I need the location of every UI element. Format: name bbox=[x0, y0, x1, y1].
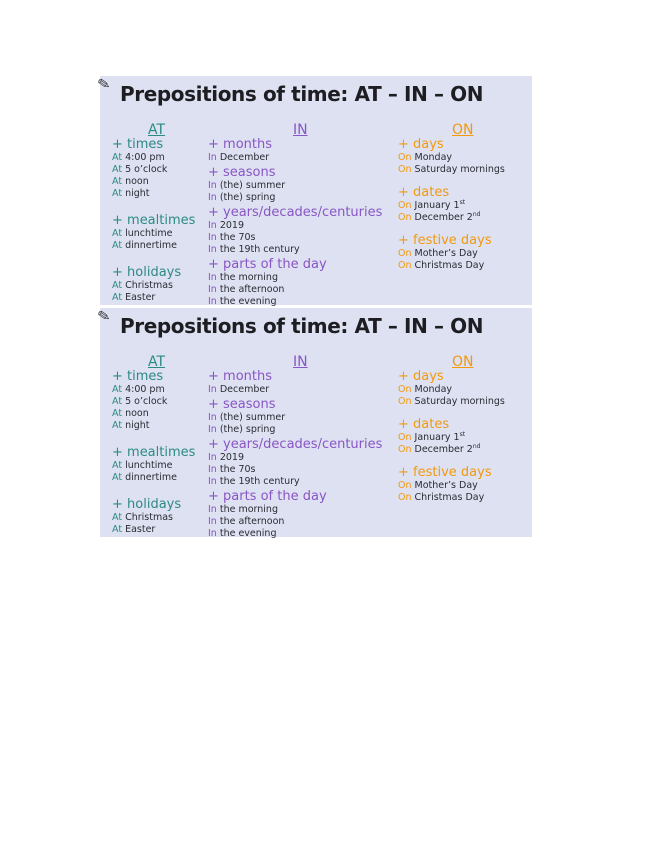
example-text: the 19th century bbox=[216, 476, 300, 487]
example-text: Saturday mornings bbox=[411, 396, 505, 407]
example-text: the 70s bbox=[216, 464, 256, 475]
example-text: Christmas Day bbox=[411, 260, 485, 271]
preposition-word: At bbox=[112, 152, 123, 163]
group-label: + months bbox=[208, 137, 272, 152]
group-label: + holidays bbox=[112, 497, 182, 512]
preposition-word: On bbox=[398, 152, 412, 163]
example-text: the afternoon bbox=[216, 516, 285, 527]
example-text: Saturday mornings bbox=[411, 164, 505, 175]
example-item bbox=[398, 260, 532, 272]
preposition-word: At bbox=[112, 408, 123, 419]
example-item bbox=[208, 452, 396, 464]
example-item bbox=[112, 460, 208, 472]
group-label: + dates bbox=[398, 417, 450, 432]
preposition-word: In bbox=[208, 152, 217, 163]
preposition-word: At bbox=[112, 384, 123, 395]
example-text: 2019 bbox=[216, 220, 245, 231]
group-label: + mealtimes bbox=[112, 213, 196, 228]
group-label: + days bbox=[398, 369, 444, 384]
example-item bbox=[398, 248, 532, 260]
example-item bbox=[112, 152, 208, 164]
preposition-word: In bbox=[208, 424, 217, 435]
example-item bbox=[208, 232, 396, 244]
example-item bbox=[112, 524, 208, 536]
example-item bbox=[398, 444, 532, 456]
example-item bbox=[208, 412, 396, 424]
group-label: + years/decades/centuries bbox=[208, 437, 383, 452]
preposition-word: On bbox=[398, 432, 412, 443]
example-text: noon bbox=[122, 408, 149, 419]
preposition-word: On bbox=[398, 444, 412, 455]
preposition-word: In bbox=[208, 464, 217, 475]
preposition-word: On bbox=[398, 248, 412, 259]
preposition-word: On bbox=[398, 396, 412, 407]
group-label: + mealtimes bbox=[112, 445, 196, 460]
preposition-word: At bbox=[112, 240, 123, 251]
preposition-word: At bbox=[112, 280, 123, 291]
page-title: Prepositions of time: AT – IN – ON bbox=[120, 82, 484, 106]
example-item bbox=[398, 432, 532, 444]
example-item bbox=[208, 180, 396, 192]
example-text: Monday bbox=[411, 152, 453, 163]
preposition-word: At bbox=[112, 176, 123, 187]
example-item bbox=[208, 384, 396, 396]
ordinal-suffix: nd bbox=[472, 210, 481, 218]
example-text: the morning bbox=[216, 504, 278, 515]
example-text: noon bbox=[122, 176, 149, 187]
example-text: Christmas bbox=[122, 280, 173, 291]
group-label: + parts of the day bbox=[208, 257, 327, 272]
preposition-word: In bbox=[208, 504, 217, 515]
example-item bbox=[208, 284, 396, 296]
example-text: night bbox=[122, 188, 150, 199]
example-item bbox=[208, 528, 396, 540]
preposition-word: At bbox=[112, 524, 123, 535]
example-text: the 70s bbox=[216, 232, 256, 243]
example-text: Monday bbox=[411, 384, 453, 395]
preposition-word: In bbox=[208, 384, 217, 395]
example-text: lunchtime bbox=[122, 228, 173, 239]
ordinal-suffix: st bbox=[459, 198, 466, 206]
group-label: + dates bbox=[398, 185, 450, 200]
example-item bbox=[112, 176, 208, 188]
example-text: the evening bbox=[216, 528, 277, 539]
example-text: December bbox=[216, 152, 270, 163]
example-text: (the) summer bbox=[216, 412, 286, 423]
preposition-word: At bbox=[112, 292, 123, 303]
preposition-word: In bbox=[208, 476, 217, 487]
example-text: 2019 bbox=[216, 452, 245, 463]
group-label: + parts of the day bbox=[208, 489, 327, 504]
example-item bbox=[398, 164, 532, 176]
preposition-word: At bbox=[112, 420, 123, 431]
example-text: the afternoon bbox=[216, 284, 285, 295]
pencil-icon: ✎ bbox=[96, 306, 112, 327]
example-text: dinnertime bbox=[122, 472, 178, 483]
preposition-word: In bbox=[208, 412, 217, 423]
example-item bbox=[112, 228, 208, 240]
preposition-word: In bbox=[208, 180, 217, 191]
example-item bbox=[112, 280, 208, 292]
preposition-word: In bbox=[208, 272, 217, 283]
preposition-word: In bbox=[208, 516, 217, 527]
example-item bbox=[208, 220, 396, 232]
preposition-word: At bbox=[112, 164, 123, 175]
group-label: + holidays bbox=[112, 265, 182, 280]
column-header-in: IN bbox=[293, 122, 308, 138]
prepositions-card-1 bbox=[96, 74, 532, 307]
group-label: + festive days bbox=[398, 233, 492, 248]
pencil-icon: ✎ bbox=[96, 74, 112, 95]
example-item bbox=[398, 212, 532, 224]
group-label: + times bbox=[112, 137, 164, 152]
preposition-word: At bbox=[112, 460, 123, 471]
preposition-word: At bbox=[112, 472, 123, 483]
column-header-on: ON bbox=[452, 122, 474, 138]
column-on bbox=[398, 138, 532, 272]
example-text: night bbox=[122, 420, 150, 431]
example-item bbox=[208, 464, 396, 476]
example-item bbox=[112, 292, 208, 304]
example-text: Christmas bbox=[122, 512, 173, 523]
column-header-in: IN bbox=[293, 354, 308, 370]
column-header-at: AT bbox=[148, 354, 166, 370]
example-item bbox=[112, 240, 208, 252]
preposition-word: In bbox=[208, 220, 217, 231]
preposition-word: At bbox=[112, 396, 123, 407]
preposition-word: On bbox=[398, 384, 412, 395]
preposition-word: In bbox=[208, 244, 217, 255]
group-label: + times bbox=[112, 369, 164, 384]
example-item bbox=[398, 480, 532, 492]
example-item bbox=[112, 188, 208, 200]
example-item bbox=[208, 152, 396, 164]
example-text: Easter bbox=[122, 524, 156, 535]
preposition-word: On bbox=[398, 480, 412, 491]
example-item bbox=[112, 384, 208, 396]
page-title: Prepositions of time: AT – IN – ON bbox=[120, 314, 484, 338]
example-text: (the) spring bbox=[216, 424, 276, 435]
column-header-on: ON bbox=[452, 354, 474, 370]
example-item bbox=[398, 492, 532, 504]
example-item bbox=[208, 192, 396, 204]
example-text: the 19th century bbox=[216, 244, 300, 255]
preposition-word: On bbox=[398, 492, 412, 503]
example-text: the evening bbox=[216, 296, 277, 307]
example-text: the morning bbox=[216, 272, 278, 283]
example-item bbox=[398, 152, 532, 164]
example-item bbox=[112, 420, 208, 432]
example-text: 5 o’clock bbox=[122, 396, 168, 407]
preposition-word: On bbox=[398, 212, 412, 223]
prepositions-card-2 bbox=[96, 306, 532, 539]
example-text: (the) spring bbox=[216, 192, 276, 203]
example-item bbox=[208, 244, 396, 256]
example-text: December bbox=[216, 384, 270, 395]
preposition-word: In bbox=[208, 452, 217, 463]
example-item bbox=[208, 516, 396, 528]
preposition-word: In bbox=[208, 232, 217, 243]
example-text: (the) summer bbox=[216, 180, 286, 191]
example-item bbox=[112, 512, 208, 524]
ordinal-suffix: st bbox=[459, 430, 466, 438]
group-label: + festive days bbox=[398, 465, 492, 480]
example-item bbox=[208, 272, 396, 284]
column-in bbox=[208, 370, 396, 540]
example-text: 5 o’clock bbox=[122, 164, 168, 175]
example-text: lunchtime bbox=[122, 460, 173, 471]
column-on bbox=[398, 370, 532, 504]
example-item bbox=[398, 200, 532, 212]
preposition-word: On bbox=[398, 200, 412, 211]
preposition-word: On bbox=[398, 260, 412, 271]
example-item bbox=[208, 504, 396, 516]
example-item bbox=[208, 296, 396, 308]
group-label: + years/decades/centuries bbox=[208, 205, 383, 220]
preposition-word: In bbox=[208, 296, 217, 307]
example-text: dinnertime bbox=[122, 240, 178, 251]
preposition-word: In bbox=[208, 284, 217, 295]
example-text: Mother’s Day bbox=[411, 480, 478, 491]
example-text: December 2 bbox=[411, 444, 473, 455]
preposition-word: In bbox=[208, 528, 217, 539]
example-item bbox=[112, 472, 208, 484]
example-text: Christmas Day bbox=[411, 492, 485, 503]
preposition-word: At bbox=[112, 228, 123, 239]
group-label: + months bbox=[208, 369, 272, 384]
preposition-word: At bbox=[112, 188, 123, 199]
group-label: + days bbox=[398, 137, 444, 152]
example-text: Easter bbox=[122, 292, 156, 303]
group-label: + seasons bbox=[208, 397, 276, 412]
column-in bbox=[208, 138, 396, 308]
preposition-word: At bbox=[112, 512, 123, 523]
example-item bbox=[398, 384, 532, 396]
example-item bbox=[112, 408, 208, 420]
example-text: 4:00 pm bbox=[122, 152, 165, 163]
example-text: January 1 bbox=[411, 200, 460, 211]
preposition-word: In bbox=[208, 192, 217, 203]
ordinal-suffix: nd bbox=[472, 442, 481, 450]
example-text: Mother’s Day bbox=[411, 248, 478, 259]
example-text: January 1 bbox=[411, 432, 460, 443]
example-item bbox=[112, 164, 208, 176]
example-item bbox=[208, 424, 396, 436]
group-label: + seasons bbox=[208, 165, 276, 180]
example-item bbox=[112, 396, 208, 408]
column-at bbox=[112, 370, 208, 536]
example-text: December 2 bbox=[411, 212, 473, 223]
preposition-word: On bbox=[398, 164, 412, 175]
example-text: 4:00 pm bbox=[122, 384, 165, 395]
column-header-at: AT bbox=[148, 122, 166, 138]
example-item bbox=[398, 396, 532, 408]
column-at bbox=[112, 138, 208, 304]
example-item bbox=[208, 476, 396, 488]
